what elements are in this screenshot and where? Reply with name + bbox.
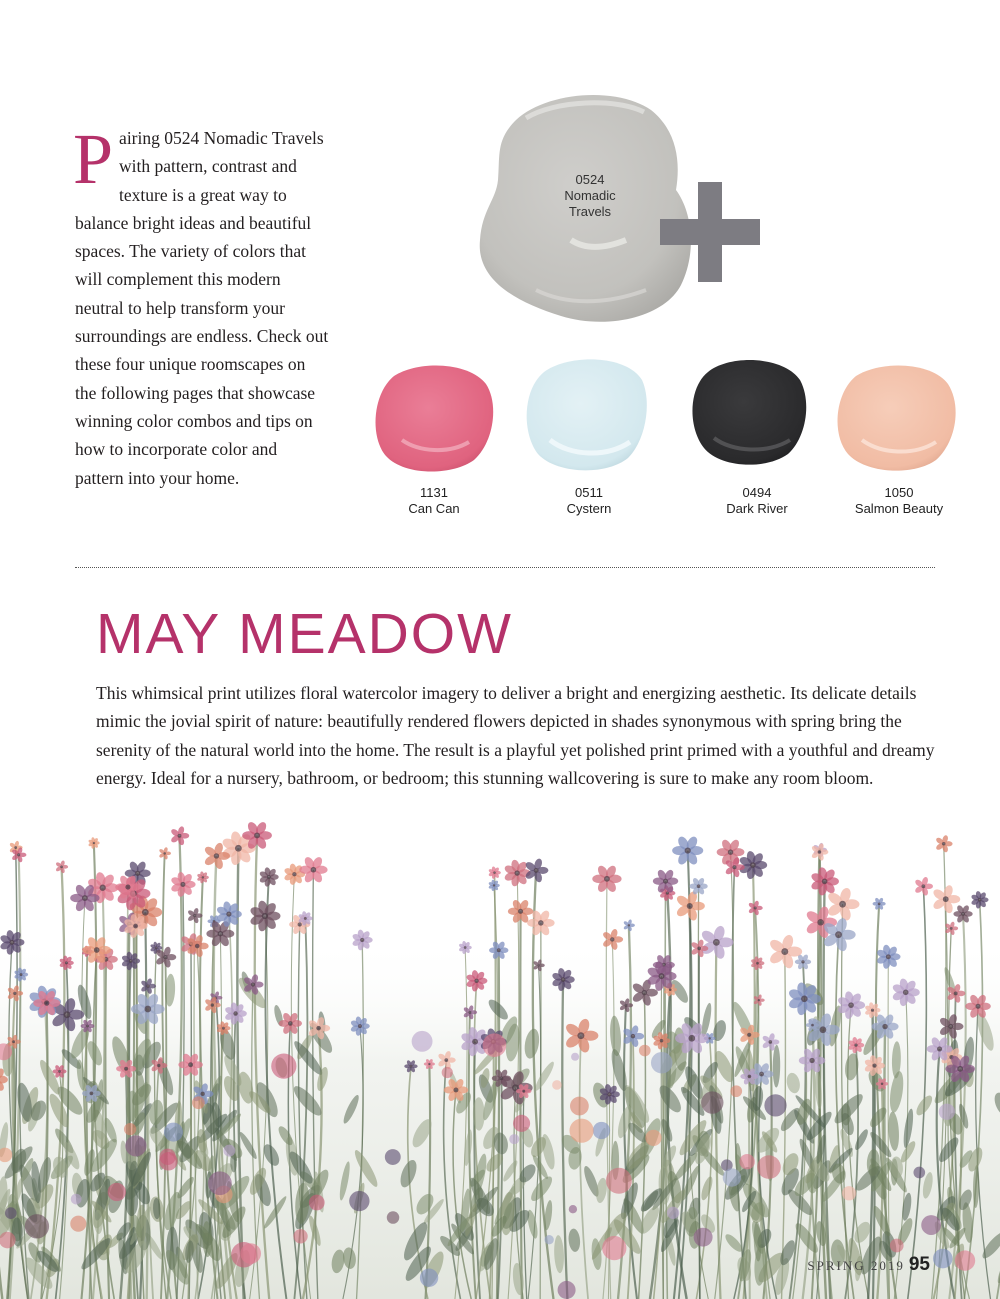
meadow-blossom (757, 1155, 781, 1179)
meadow-blossom (569, 1205, 577, 1213)
meadow-blossom (955, 1250, 975, 1270)
meadow-blossom (509, 1134, 519, 1144)
meadow-blossom (124, 1123, 136, 1135)
meadow-flower (810, 866, 839, 896)
meadow-blossom (921, 1215, 941, 1235)
meadow-flower (55, 860, 68, 874)
swatch-code: 0511 (575, 485, 603, 500)
meadow-blossom (125, 1135, 146, 1156)
meadow-blossom (939, 1104, 955, 1120)
paint-swatch-can-can (374, 362, 496, 474)
meadow-flower (197, 871, 209, 884)
intro-text: airing 0524 Nomadic Travels with pattern, contrast and texture is a great way to balance bright ideas and beautiful spaces. The variety of colors that will complement this modern neutral to help transform your surroundings are endless. Check out these four unique roomscapes on the following pages that showcase winning color combos and tips on how to incorporate color and pattern into your home. (75, 128, 329, 488)
meadow-flower (259, 867, 279, 887)
meadow-blossom (164, 1123, 183, 1142)
meadow-blossom (913, 1167, 925, 1179)
meadow-blossom (5, 1207, 17, 1219)
swatch-name: Can Can (408, 501, 460, 516)
meadow-blossom (667, 1207, 679, 1219)
meadow-flower (623, 919, 635, 932)
drop-cap: P (73, 119, 114, 199)
main-swatch-label (540, 172, 640, 220)
meadow-blossom (552, 1080, 562, 1090)
section-body: This whimsical print utilizes floral watercolor imagery to deliver a bright and energizing aesthetic. Its delicate details mimic the jovial spirit of nature: beautifully rendered flowers depicted in shades synonymous with spring bring the serenity of the natural world into the home. The result is a playful yet polished print primed with a youthful and dreamy energy. Ideal for a nursery, bathroom, or bedroom; this stunning wallcovering is sure to make any room bloom. (96, 683, 935, 788)
page-folio (807, 1254, 930, 1276)
main-swatch-name-1: Nomadic (564, 188, 616, 203)
meadow-flower (970, 891, 988, 910)
floral-meadow-illustration (0, 815, 1000, 1299)
meadow-blossom (645, 1130, 661, 1146)
meadow-blossom (442, 1067, 453, 1078)
meadow-blossom (544, 1235, 553, 1244)
meadow-blossom (701, 1091, 723, 1113)
meadow-flower (914, 876, 933, 896)
meadow-blossom (108, 1183, 126, 1201)
meadow-blossom (70, 1216, 86, 1232)
swatch-label-salmon-beauty (829, 485, 969, 517)
meadow-blossom (651, 1052, 673, 1074)
meadow-blossom (420, 1269, 438, 1287)
meadow-blossom (309, 1195, 325, 1211)
meadow-blossom (293, 1229, 307, 1243)
paint-swatch-dark-river (692, 356, 808, 468)
meadow-blossom (385, 1149, 401, 1165)
meadow-flower (932, 884, 961, 914)
meadow-flower (488, 879, 500, 891)
meadow-blossom (730, 1085, 742, 1097)
issue-label: SPRING 2019 (807, 1258, 905, 1273)
plus-icon (660, 182, 760, 282)
meadow-blossom (513, 1115, 530, 1132)
paint-swatch-cystern (526, 356, 650, 474)
meadow-blossom (71, 1194, 82, 1205)
meadow-blossom (412, 1031, 433, 1052)
meadow-blossom (349, 1191, 369, 1211)
swatch-name: Dark River (726, 501, 788, 516)
meadow-blossom (571, 1053, 579, 1061)
meadow-blossom (639, 1045, 651, 1057)
intro-paragraph (73, 119, 330, 492)
meadow-blossom (606, 1168, 632, 1194)
page-number: 95 (908, 1254, 930, 1275)
dotted-divider (75, 567, 935, 568)
swatch-code: 1050 (884, 485, 914, 500)
swatch-label-dark-river (687, 485, 827, 517)
meadow-flower (748, 900, 763, 916)
meadow-flower (249, 900, 281, 932)
meadow-blossom (240, 1243, 261, 1264)
meadow-blossom (593, 1122, 610, 1139)
swatch-code: 1131 (420, 485, 448, 500)
main-swatch-name-2: Travels (568, 204, 612, 219)
meadow-flower (811, 843, 829, 862)
meadow-blossom (483, 1033, 507, 1057)
meadow-flower (675, 890, 705, 921)
swatch-code: 0494 (742, 485, 772, 500)
meadow-blossom (723, 1168, 741, 1186)
meadow-blossom (558, 1281, 576, 1299)
meadow-blossom (208, 1171, 232, 1195)
meadow-flower (170, 871, 196, 897)
meadow-flower (158, 847, 170, 860)
meadow-blossom (694, 1228, 713, 1247)
meadow-blossom (842, 1186, 856, 1200)
meadow-blossom (602, 1236, 626, 1260)
meadow-blossom (387, 1211, 399, 1223)
main-swatch-code: 0524 (575, 172, 605, 187)
meadow-blossom (223, 1145, 235, 1157)
meadow-flower (170, 826, 189, 846)
swatch-label-can-can (364, 485, 504, 517)
meadow-blossom (570, 1097, 589, 1116)
meadow-flower (88, 837, 100, 849)
meadow-blossom (764, 1094, 786, 1116)
meadow-flower (488, 866, 501, 879)
meadow-blossom (271, 1053, 296, 1078)
meadow-blossom (159, 1149, 175, 1165)
swatch-label-cystern (519, 485, 659, 517)
meadow-blossom (933, 1249, 953, 1269)
meadow-blossom (192, 1096, 205, 1109)
meadow-blossom (569, 1119, 593, 1143)
meadow-blossom (25, 1214, 49, 1238)
swatch-name: Salmon Beauty (854, 501, 944, 516)
meadow-blossom (890, 1239, 904, 1253)
meadow-flower (935, 835, 953, 853)
swatch-name: Cystern (566, 501, 612, 516)
meadow-blossom (739, 1154, 754, 1169)
paint-swatch-salmon-beauty (836, 362, 958, 474)
section-title: MAY MEADOW (96, 602, 513, 666)
